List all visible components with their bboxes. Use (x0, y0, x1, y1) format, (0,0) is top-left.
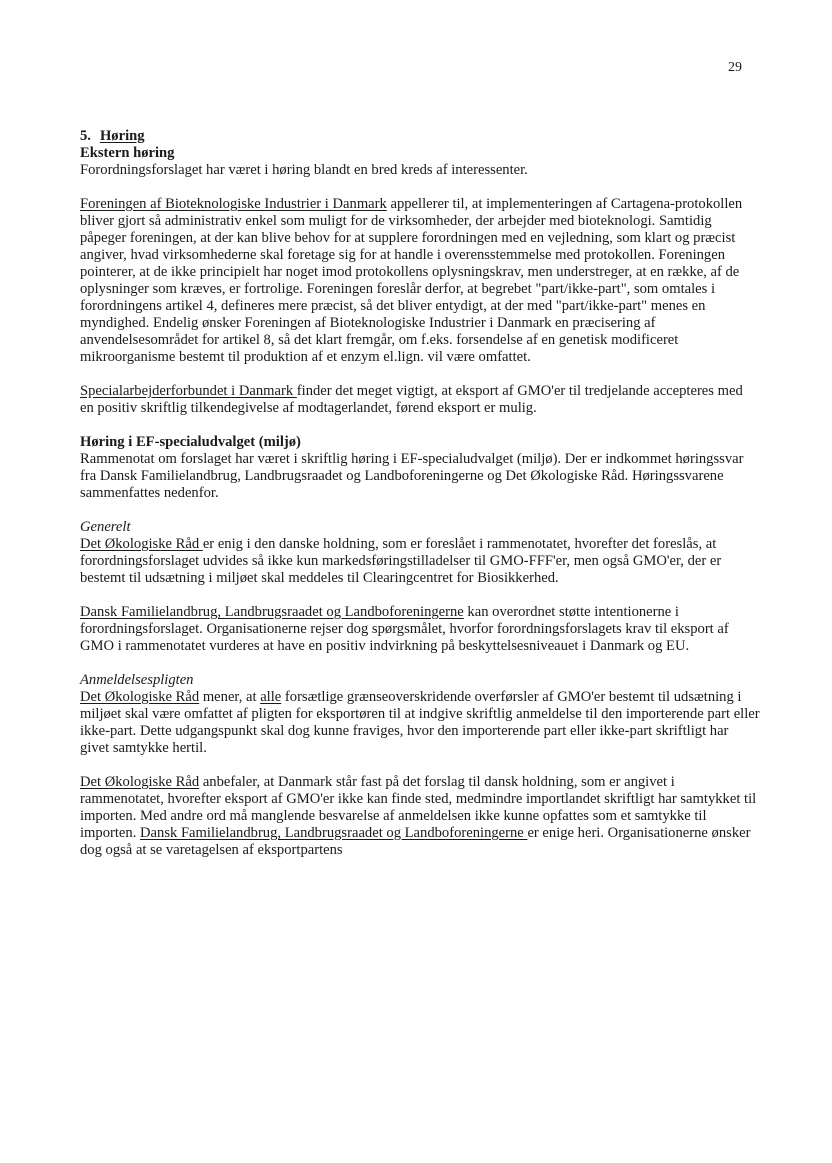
section-title: Høring (99, 128, 145, 144)
paragraph-anmeld-2-b: er enige heri. Organisationerne ønsker dog også at se varetagelsen af eksportpartens (80, 825, 751, 858)
org-landbrug: Dansk Familielandbrug, Landbrugsraadet og Landboforeningerne (80, 604, 464, 620)
paragraph-anmeld-1-b: forsætlige grænseoverskridende overførsler af GMO'er bestemt til udsætning i miljøet skal være omfattet af pligten for eksportøren til at indgive skriftlig anmeldelse til den importerende part eller ikke-part. Dette udgangspunkt skal dog kunne fraviges, hvor den importerende part eller ikke-part skriftligt har givet samtykke hertil. (80, 689, 760, 756)
paragraph-generelt-2 (80, 604, 760, 655)
section-heading (80, 128, 760, 145)
paragraph-anmeld-2-a: anbefaler, at Danmark står fast på det forslag til dansk holdning, som er angivet i rammenotatet, hvorefter eksport af GMO'er ikke kan finde sted, medmindre importlandet skriftligt har samtykket til importen. Med andre ord må manglende besvarelse af anmeldelsen ikke kunne opfattes som et samtykke til importen. (80, 774, 757, 841)
paragraph-generelt-2-text: kan overordnet støtte intentionerne i forordningsforslaget. Organisationerne rejser dog spørgsmålet, hvorfor forordningsforslagets krav til eksport af GMO i rammenotatet vurderes at have en positiv indvirkning på beskyttelsesniveauet i Danmark og EU. (80, 604, 729, 654)
org-specialarbejder: Specialarbejderforbundet i Danmark (80, 383, 297, 399)
org-bioteknologi: Foreningen af Bioteknologiske Industrier i Danmark (80, 196, 387, 212)
paragraph-generelt-1-text: er enig i den danske holdning, som er foreslået i rammenotatet, hvorefter det foreslås, at forordningsforslaget udvides så ikke kun markedsføringstilladelser til GMO-FFF'er, men også GMO'er, der er bestemt til udsætning i miljøet skal meddeles til Clearingcentret for Biosikkerhed. (80, 536, 722, 586)
paragraph-bioteknologi (80, 196, 760, 366)
paragraph-specialarbejder-text: finder det meget vigtigt, at eksport af GMO'er til tredjelande accepteres med en positiv skriftlig tilkendegivelse af modtagerlandet, førend eksport er mulig. (80, 383, 743, 416)
ekstern-heading: Ekstern høring (80, 145, 175, 161)
paragraph-generelt-1 (80, 536, 760, 587)
org-oekologiske-raad-3: Det Økologiske Råd (80, 774, 200, 790)
label-anmeldelsespligten: Anmeldelsespligten (80, 672, 194, 688)
paragraph-anmeld-1-a: mener, at (199, 689, 261, 705)
label-generelt: Generelt (80, 519, 131, 535)
ekstern-intro: Forordningsforslaget har været i høring blandt en bred kreds af interessenter. (80, 162, 528, 178)
paragraph-anmeld-1 (80, 689, 760, 757)
page-number: 29 (728, 60, 742, 75)
org-landbrug-2: Dansk Familielandbrug, Landbrugsraadet og Landboforeningerne (140, 825, 528, 841)
section-number: 5. (80, 128, 91, 144)
word-alle: alle (260, 689, 282, 705)
ef-text: Rammenotat om forslaget har været i skriftlig høring i EF-specialudvalget (miljø). Der er indkommet høringssvar fra Dansk Familielandbrug, Landbrugsraadet og Landboforeningerne og Det Økologiske Råd. Høringssvarene sammenfattes nedenfor. (80, 451, 744, 501)
org-oekologiske-raad: Det Økologiske Råd (80, 536, 203, 552)
paragraph-anmeld-2 (80, 774, 760, 859)
paragraph-specialarbejder (80, 383, 760, 417)
ef-heading: Høring i EF-specialudvalget (miljø) (80, 434, 301, 450)
paragraph-bioteknologi-text: appellerer til, at implementeringen af Cartagena-protokollen bliver gjort så administrativ enkel som muligt for de virksomheder, der arbejder med bioteknologi. Samtidig påpeger foreningen, at der kan blive behov for at supplere forordningen med en vejledning, som klart og præcist angiver, hvad virksomhederne skal foretage sig for at handle i overensstemmelse med protokollen. Foreningen pointerer, at de ikke principielt har noget imod protokollens oplysningskrav, men understreger, at en række, af de oplysninger som kræves, er fortrolige. Foreningen foreslår derfor, at begrebet "part/ikke-part", som omtales i forordningens artikel 4, defineres mere præcist, så det bliver entydigt, at der med "part/ikke-part" menes en myndighed. Endelig ønsker Foreningen af Bioteknologiske Industrier i Danmark en præcisering af anvendelsesområdet for artikel 8, så det klart fremgår, om f.eks. forsendelse af en genetisk modificeret mikroorganisme bestemt til produktion af et enzym el.lign. vil være omfattet. (80, 196, 743, 365)
document-body (80, 128, 760, 859)
org-oekologiske-raad-2: Det Økologiske Råd (80, 689, 200, 705)
